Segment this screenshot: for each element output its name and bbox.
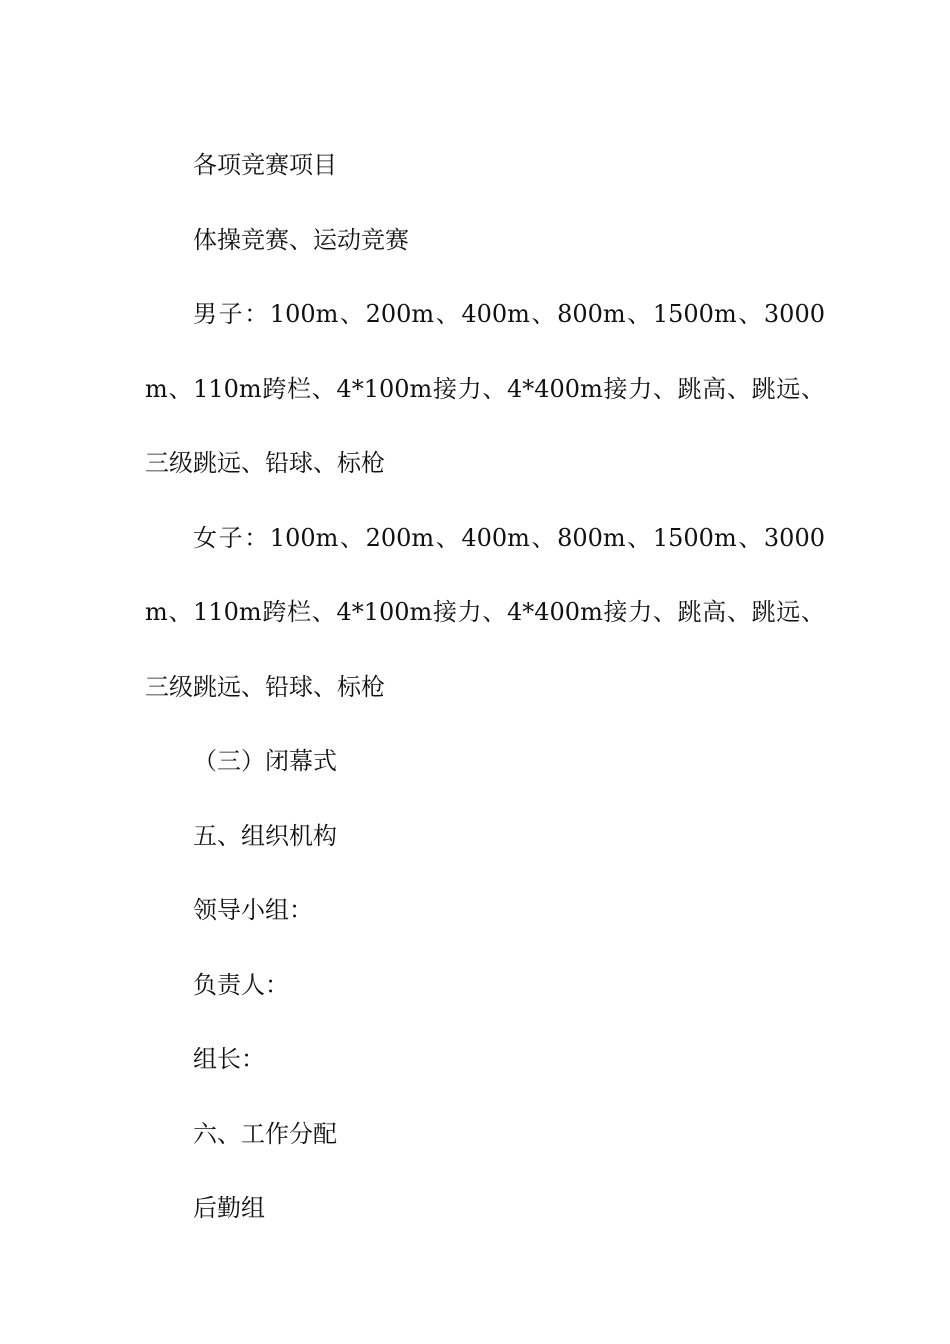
paragraph-leadership-group: 领导小组： [193, 896, 313, 924]
heading-organization: 五、组织机构 [193, 821, 337, 850]
heading-work-assignment: 六、工作分配 [193, 1119, 337, 1148]
paragraph-closing-ceremony: （三）闭幕式 [193, 747, 337, 775]
paragraph-competition-types: 体操竞赛、运动竞赛 [193, 225, 409, 254]
paragraph-men-events: 男子：100m、200m、400m、800m、1500m、3000m、110m跨栏、4*100m接力、4*400m接力、跳高、跳远、三级跳远、铅球、标枪 [145, 300, 825, 477]
paragraph-group-leader: 组长： [193, 1045, 265, 1073]
paragraph-logistics-group: 后勤组 [193, 1194, 265, 1222]
paragraph-person-in-charge: 负责人： [193, 970, 289, 999]
paragraph-competition-items: 各项竞赛项目 [193, 151, 337, 179]
paragraph-women-events: 女子：100m、200m、400m、800m、1500m、3000m、110m跨栏、4*100m接力、4*400m接力、跳高、跳远、三级跳远、铅球、标枪 [145, 523, 825, 701]
document-body [145, 128, 825, 1246]
